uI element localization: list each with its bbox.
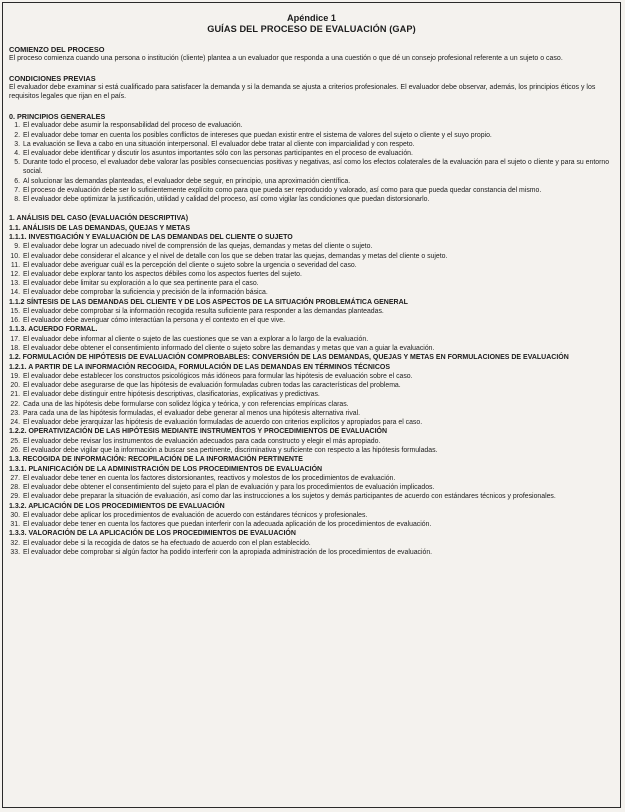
items-1-1-2 — [9, 307, 614, 325]
list-item — [9, 158, 614, 176]
subsection-1-1-2: 1.1.2 SÍNTESIS DE LAS DEMANDAS DEL CLIENTE Y DE LOS ASPECTOS DE LA SITUACIÓN PROBLEMÁTICA GENERAL — [9, 298, 408, 306]
list-item — [9, 446, 614, 455]
item-number: 1. — [14, 122, 20, 130]
analysis-heading: 1. ANÁLISIS DEL CASO (EVALUACIÓN DESCRIPTIVA) — [9, 215, 189, 223]
item-text: El evaluador debe obtener el consentimiento informado del cliente o sujeto sobre las demandas y metas que van a guiar la evaluación. — [23, 345, 435, 353]
item-text: El evaluador debe establecer los constructos psicológicos más idóneos para formular las hipótesis de evaluación sobre el caso. — [23, 373, 413, 381]
item-number: 7. — [14, 186, 20, 194]
item-text: Cada una de las hipótesis debe formularse con solidez lógica y teórica, y con referencias empíricas claras. — [23, 400, 349, 408]
start-text: El proceso comienza cuando una persona o institución (cliente) plantea a un evaluador que responda a una cuestión o que dé un consejo profesional referente a un sujeto o caso. — [9, 55, 563, 62]
item-text: El evaluador debe comprobar si la información recogida resulta suficiente para responder a las demandas planteadas. — [23, 308, 384, 316]
start-section — [9, 45, 614, 64]
list-item — [9, 548, 614, 557]
preconditions-text: El evaluador debe examinar si está cualificado para satisfacer la demanda y si la demanda se ajusta a criterios profesionales. El evaluador debe observar, además, los principios éticos y los requisitos legales que rijan en el país. — [9, 83, 596, 101]
item-text: El evaluador debe asegurarse de que las hipótesis de evaluación formuladas cubren todas las características del problema. — [23, 382, 401, 390]
list-item — [9, 195, 614, 204]
subsection-1-1-1: 1.1.1. INVESTIGACIÓN Y EVALUACIÓN DE LAS DEMANDAS DEL CLIENTE O SUJETO — [9, 234, 293, 242]
list-item — [9, 474, 614, 483]
list-item — [9, 270, 614, 279]
item-text: El evaluador debe aplicar los procedimientos de evaluación de acuerdo con estándares técnicos y profesionales. — [23, 511, 368, 519]
item-number: 3. — [14, 140, 20, 148]
item-text: El evaluador debe tener en cuenta los factores distorsionantes, reactivos y molestos de los procedimientos de evaluación. — [23, 474, 396, 482]
items-1-1-1 — [9, 242, 614, 297]
item-text: El evaluador debe si la recogida de datos se ha efectuado de acuerdo con el plan establecido. — [23, 539, 311, 547]
item-number: 23. — [10, 409, 20, 417]
items-1-2-1 — [9, 372, 614, 427]
start-heading: COMIENZO DEL PROCESO — [9, 45, 105, 54]
item-number: 30. — [10, 511, 20, 519]
item-text: El evaluador debe limitar su exploración a lo que sea pertinente para el caso. — [23, 280, 259, 288]
list-item — [9, 400, 614, 409]
item-number: 2. — [14, 131, 20, 139]
page-title: GUÍAS DEL PROCESO DE EVALUACIÓN (GAP) — [207, 24, 416, 34]
item-number: 13. — [10, 280, 20, 288]
item-text: El evaluador debe obtener el consentimiento del sujeto para el plan de evaluación y para los procedimientos de evaluación implicados. — [23, 484, 435, 492]
item-text: Durante todo el proceso, el evaluador debe valorar las posibles consecuencias positivas y negativas, así como los efectos colaterales de la evaluación para el sujeto o cliente y para su entorno social. — [23, 159, 610, 176]
item-number: 15. — [10, 308, 20, 316]
list-item — [9, 390, 614, 399]
item-text: Para cada una de las hipótesis formuladas, el evaluador debe generar al menos una hipótesis alternativa rival. — [23, 409, 361, 417]
item-text: El evaluador debe identificar y discutir los asuntos importantes sólo con las personas participantes en el proceso de evaluación. — [23, 149, 413, 157]
item-number: 20. — [10, 382, 20, 390]
item-number: 26. — [10, 446, 20, 454]
item-number: 33. — [10, 548, 20, 556]
preconditions-section — [9, 74, 614, 102]
item-text: El evaluador debe informar al cliente o sujeto de las cuestiones que se van a explorar a lo largo de la evaluación. — [23, 335, 369, 343]
principles-heading: 0. PRINCIPIOS GENERALES — [9, 111, 106, 121]
list-item — [9, 242, 614, 251]
page-header — [9, 13, 614, 35]
list-item — [9, 483, 614, 492]
appendix-page — [2, 2, 621, 808]
item-number: 21. — [10, 391, 20, 399]
item-number: 17. — [10, 335, 20, 343]
list-item — [9, 261, 614, 270]
item-text: El proceso de evaluación debe ser lo suficientemente explícito como para que pueda ser reproducido y valorado, así como para que pueda quedar constancia del mismo. — [23, 186, 542, 194]
item-number: 8. — [14, 196, 20, 203]
item-number: 5. — [14, 159, 20, 167]
item-number: 16. — [10, 317, 20, 325]
list-item — [9, 418, 614, 427]
items-1-3-3 — [9, 539, 614, 557]
list-item — [9, 149, 614, 158]
item-text: Al solucionar las demandas planteadas, el evaluador debe seguir, en principio, una aproximación científica. — [23, 177, 351, 185]
list-item — [9, 252, 614, 261]
item-number: 24. — [10, 419, 20, 427]
list-item — [9, 381, 614, 390]
list-item — [9, 335, 614, 344]
items-1-1-3 — [9, 335, 614, 353]
item-number: 11. — [10, 261, 20, 269]
item-text: El evaluador debe jerarquizar las hipótesis de evaluación formuladas de acuerdo con criterios explícitos y apropiados para el caso. — [23, 419, 423, 427]
item-number: 12. — [10, 271, 20, 279]
subsection-1-2: 1.2. FORMULACIÓN DE HIPÓTESIS DE EVALUACIÓN COMPROBABLES: CONVERSIÓN DE LAS DEMANDAS, QUEJAS Y METAS EN FORMULACIONES DE EVALUACIÓN — [9, 354, 569, 362]
item-text: El evaluador debe preparar la situación de evaluación, así como dar las instrucciones a los sujetos y demás participantes de acuerdo con estándares técnicos y profesionales. — [23, 493, 556, 501]
item-number: 27. — [10, 474, 20, 482]
item-text: La evaluación se lleva a cabo en una situación interpersonal. El evaluador debe tratar al cliente con imparcialidad y con respeto. — [23, 140, 415, 148]
item-text: El evaluador debe considerar el alcance y el nivel de detalle con los que se deben tratar las quejas, demandas y metas del cliente o sujeto. — [23, 252, 448, 260]
appendix-label: Apéndice 1 — [286, 13, 336, 23]
items-1-3-2 — [9, 511, 614, 529]
preconditions-heading: CONDICIONES PREVIAS — [9, 73, 96, 83]
list-item — [9, 511, 614, 520]
list-item — [9, 140, 614, 149]
items-1-3-1 — [9, 474, 614, 502]
item-text: El evaluador debe distinguir entre hipótesis descriptivas, clasificatorias, explicativas y predictivas. — [23, 391, 320, 399]
item-number: 29. — [10, 493, 20, 501]
items-1-2-2 — [9, 437, 614, 455]
subsection-1-3-1: 1.3.1. PLANIFICACIÓN DE LA ADMINISTRACIÓN DE LOS PROCEDIMIENTOS DE EVALUACIÓN — [9, 465, 323, 473]
list-item — [9, 344, 614, 353]
item-number: 4. — [14, 149, 20, 157]
principles-list — [9, 121, 614, 204]
list-item — [9, 409, 614, 418]
item-text: El evaluador debe tener en cuenta los factores que puedan interferir con la adecuada aplicación de los procedimientos de evaluación. — [23, 521, 432, 529]
item-text: El evaluador debe vigilar que la información a buscar sea pertinente, discriminativa y suficiente con respecto a las hipótesis formuladas. — [23, 446, 438, 454]
list-item — [9, 520, 614, 529]
list-item — [9, 372, 614, 381]
item-text: El evaluador debe comprobar si algún factor ha podido interferir con la apropiada administración de los procedimientos de evaluación. — [23, 548, 433, 556]
item-number: 9. — [14, 243, 20, 251]
subsection-1-2-1: 1.2.1. A PARTIR DE LA INFORMACIÓN RECOGIDA, FORMULACIÓN DE LAS DEMANDAS EN TÉRMINOS TÉCNICOS — [9, 363, 390, 371]
subsection-1-3: 1.3. RECOGIDA DE INFORMACIÓN: RECOPILACIÓN DE LA INFORMACIÓN PERTINENTE — [9, 456, 303, 464]
item-text: El evaluador debe averiguar cuál es la percepción del cliente o sujeto sobre la urgencia o severidad del caso. — [23, 261, 357, 269]
list-item — [9, 437, 614, 446]
item-number: 10. — [10, 252, 20, 260]
subsection-1-3-2: 1.3.2. APLICACIÓN DE LOS PROCEDIMIENTOS DE EVALUACIÓN — [9, 502, 225, 510]
list-item — [9, 288, 614, 297]
list-item — [9, 131, 614, 140]
item-number: 31. — [10, 521, 20, 529]
item-number: 25. — [10, 437, 20, 445]
list-item — [9, 177, 614, 186]
item-number: 22. — [10, 400, 20, 408]
item-number: 32. — [10, 539, 20, 547]
item-text: El evaluador debe lograr un adecuado nivel de comprensión de las quejas, demandas y metas del cliente o sujeto. — [23, 243, 373, 251]
item-text: El evaluador debe explorar tanto los aspectos débiles como los aspectos fuertes del sujeto. — [23, 271, 302, 279]
list-item — [9, 121, 614, 130]
item-number: 6. — [14, 177, 20, 185]
list-item — [9, 539, 614, 548]
list-item — [9, 279, 614, 288]
list-item — [9, 307, 614, 316]
subsection-1-3-3: 1.3.3. VALORACIÓN DE LA APLICACIÓN DE LOS PROCEDIMIENTOS DE EVALUACIÓN — [9, 530, 296, 538]
list-item — [9, 186, 614, 195]
item-number: 28. — [10, 484, 20, 492]
item-text: El evaluador debe optimizar la justificación, utilidad y calidad del proceso, así como vigilar las condiciones que puedan distorsionarlo. — [23, 196, 430, 203]
list-item — [9, 492, 614, 501]
item-text: El evaluador debe revisar los instrumentos de evaluación adecuados para cada constructo y elegir el más apropiado. — [23, 437, 381, 445]
item-text: El evaluador debe tomar en cuenta los posibles conflictos de intereses que puedan existir entre el sistema de valores del sujeto o cliente y el suyo propio. — [23, 131, 492, 139]
item-number: 18. — [10, 345, 20, 353]
item-number: 14. — [10, 289, 20, 297]
item-number: 19. — [10, 373, 20, 381]
item-text: El evaluador debe comprobar la suficiencia y precisión de la información básica. — [23, 289, 268, 297]
item-text: El evaluador debe asumir la responsabilidad del proceso de evaluación. — [23, 122, 243, 130]
item-text: El evaluador debe averiguar cómo interactúan la persona y el contexto en el que vive. — [23, 317, 286, 325]
subsection-1-1-3: 1.1.3. ACUERDO FORMAL. — [9, 326, 98, 334]
list-item — [9, 316, 614, 325]
subsection-1-2-2: 1.2.2. OPERATIVIZACIÓN DE LAS HIPÓTESIS MEDIANTE INSTRUMENTOS Y PROCEDIMIENTOS DE EVALUACIÓN — [9, 428, 388, 436]
subsection-1-1: 1.1. ANÁLISIS DE LAS DEMANDAS, QUEJAS Y METAS — [9, 224, 190, 232]
